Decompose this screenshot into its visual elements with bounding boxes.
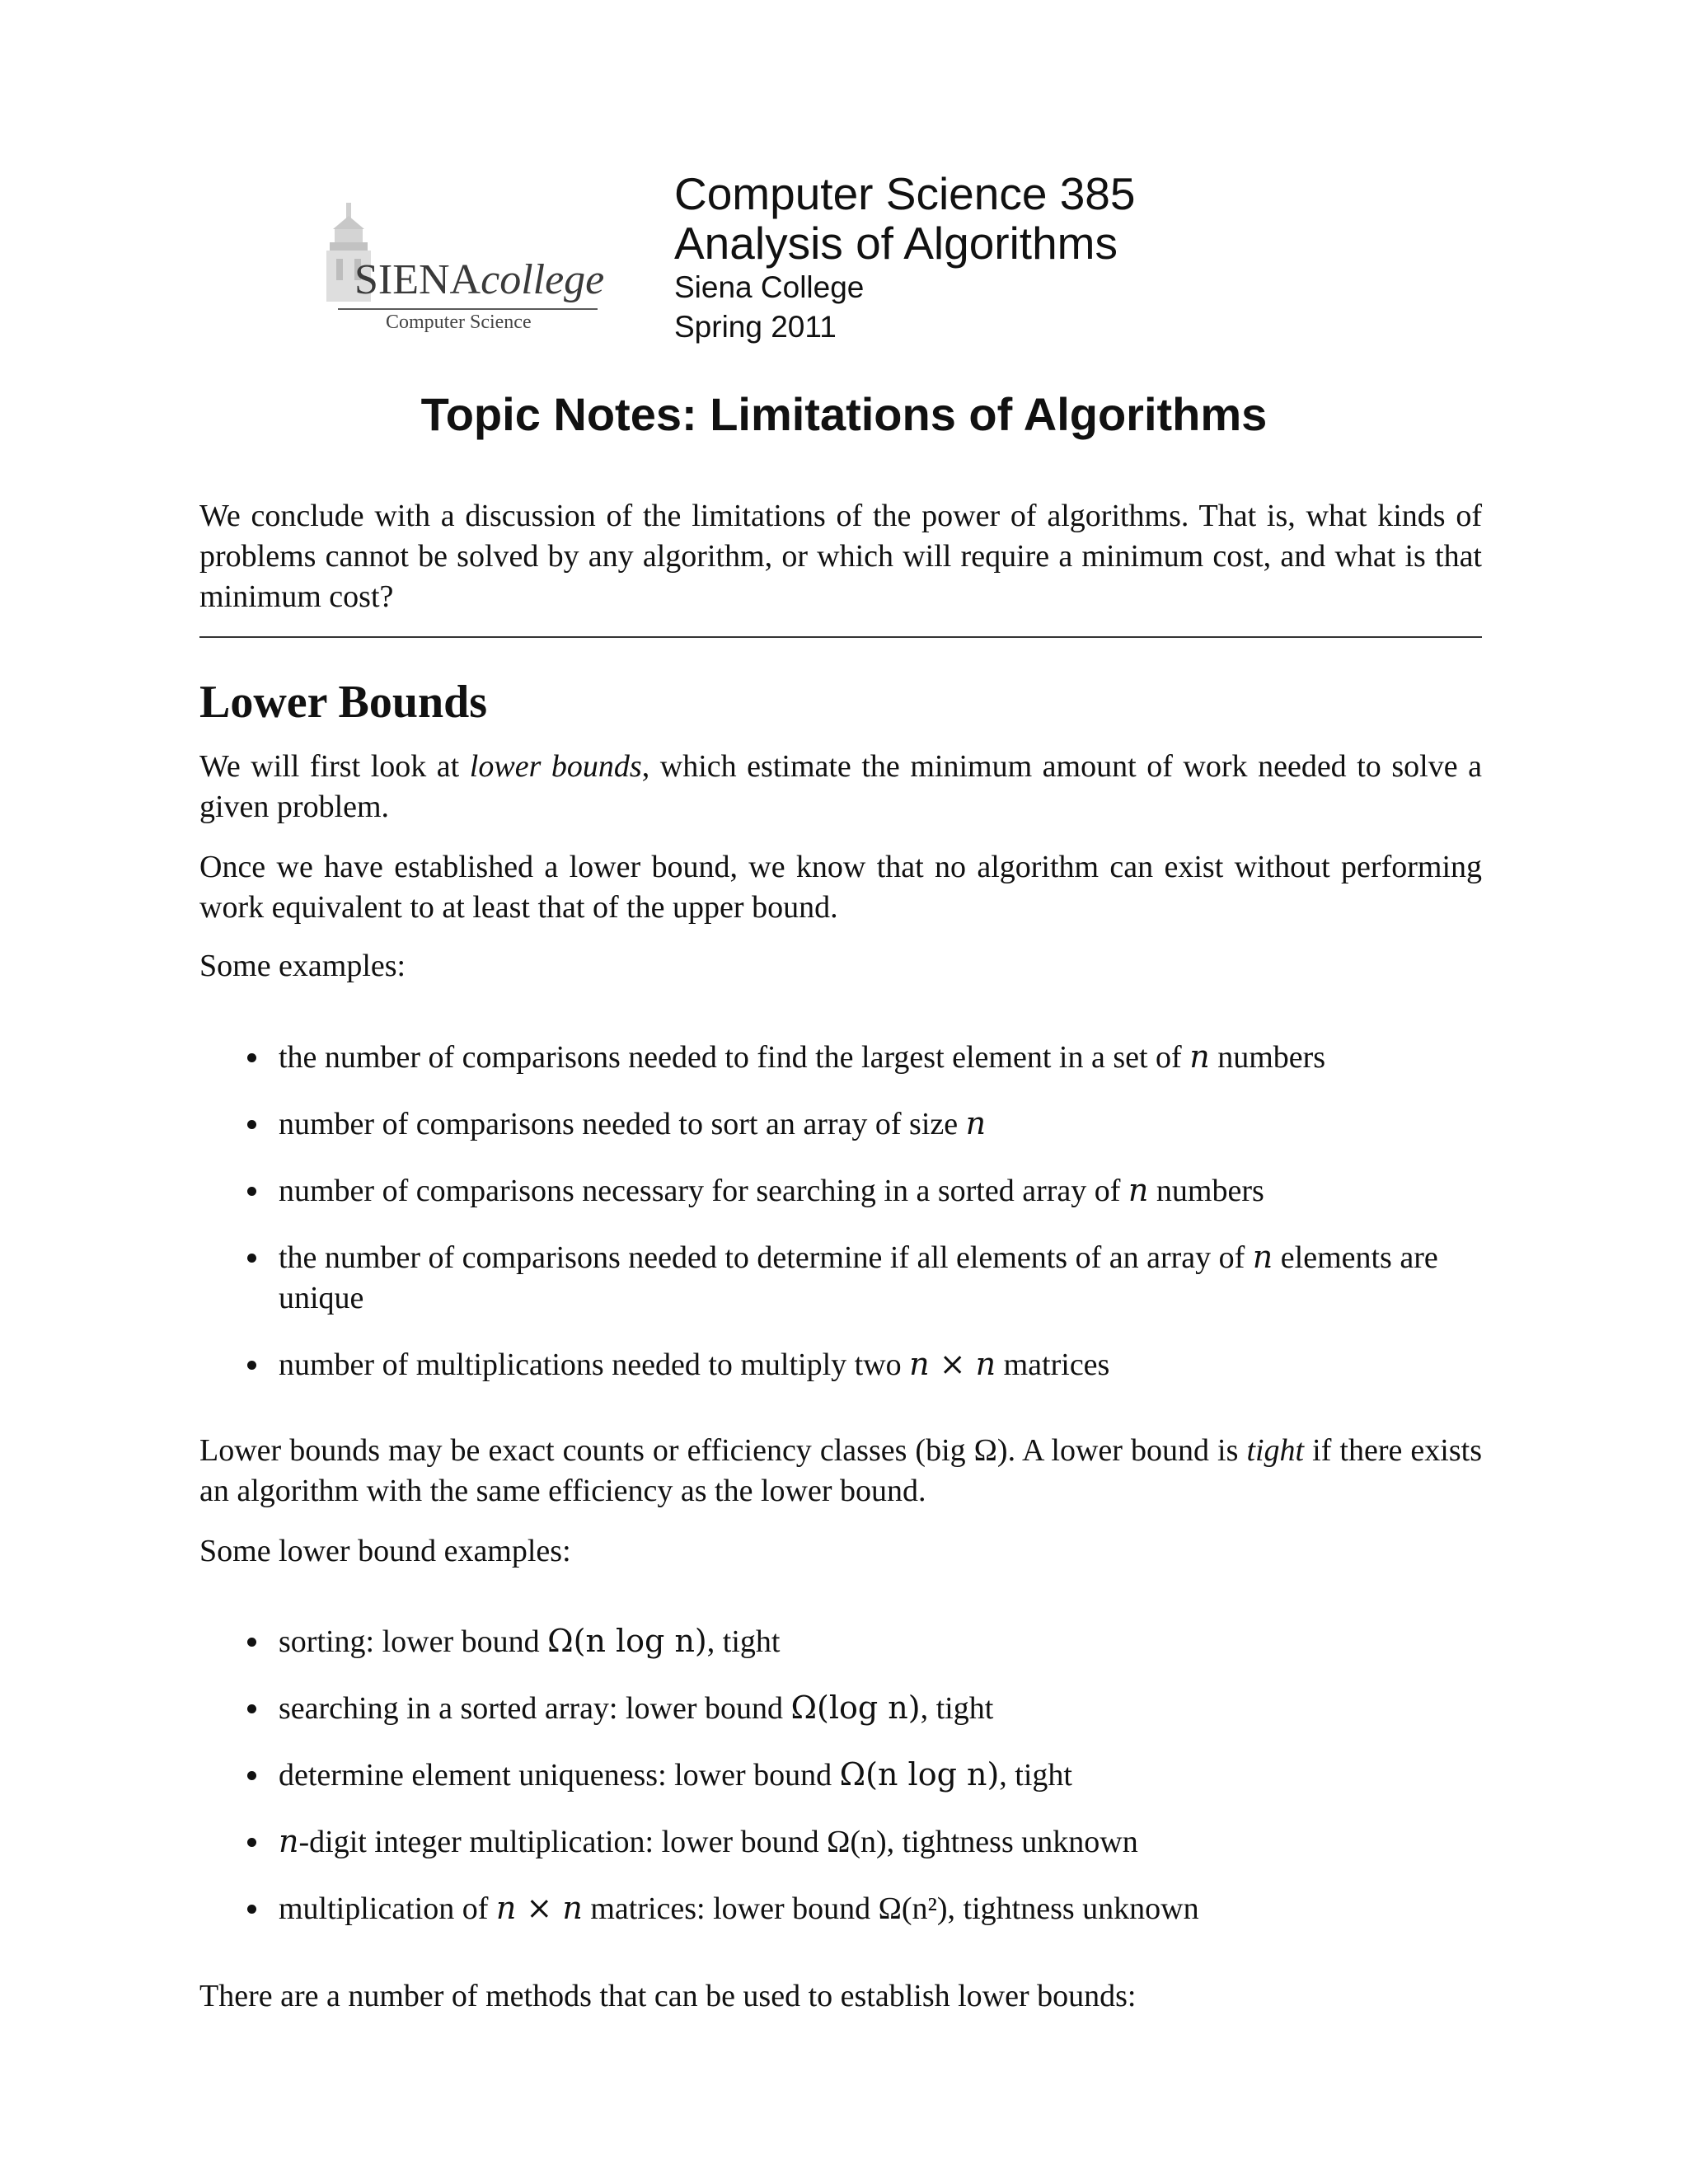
bounds-list (247, 1621, 1484, 1955)
paragraph-established-bound: Once we have established a lower bound, we know that no algorithm can exist without performing work equivalent to at least that of the upper bound. (199, 850, 1482, 925)
paragraph-some-examples: Some examples: (199, 949, 406, 983)
bullet-icon (247, 1905, 256, 1914)
intro-paragraph: We conclude with a discussion of the limitations of the power of algorithms. That is, what kinds of problems cannot be solved by any algorithm, or which will require a minimum cost, and what is that minimum cost? (199, 499, 1482, 614)
paragraph-tight-bounds: Lower bounds may be exact counts or efficiency classes (big Ω). A lower bound is tight if there exists an algorithm with the same efficiency as the lower bound. (199, 1433, 1482, 1508)
examples-list (247, 1037, 1484, 1411)
list-item: multiplication of n × n matrices: lower bound Ω(n²), tightness unknown (247, 1888, 1484, 1929)
list-item: searching in a sorted array: lower bound Ω(log n), tight (247, 1688, 1484, 1729)
bullet-icon (247, 1704, 256, 1713)
course-info (674, 169, 1135, 347)
bullet-icon (247, 1053, 256, 1062)
list-item: sorting: lower bound Ω(n log n), tight (247, 1621, 1484, 1662)
paragraph-lower-bounds-definition: We will first look at lower bounds, which estimate the minimum amount of work needed to solve a given problem. (199, 749, 1482, 824)
logo-subtitle: Computer Science (386, 312, 532, 333)
list-item: number of comparisons necessary for searching in a sorted array of n numbers (247, 1170, 1484, 1212)
list-item: the number of comparisons needed to determine if all elements of an array of n elements are unique (247, 1237, 1484, 1319)
logo-wordmark: SIENAcollege (354, 256, 605, 303)
siena-college-logo (321, 196, 610, 344)
list-item: determine element uniqueness: lower bound Ω(n log n), tight (247, 1755, 1484, 1796)
bullet-icon (247, 1638, 256, 1647)
bullet-icon (247, 1361, 256, 1370)
bullet-icon (247, 1187, 256, 1196)
institution: Siena College (674, 270, 865, 304)
course-name: Analysis of Algorithms (674, 218, 1118, 269)
paragraph-lower-bound-examples: Some lower bound examples: (199, 1534, 571, 1568)
paragraph-methods: There are a number of methods that can be used to establish lower bounds: (199, 1979, 1137, 2013)
bullet-icon (247, 1120, 256, 1129)
bullet-icon (247, 1771, 256, 1780)
list-item: the number of comparisons needed to find the largest element in a set of n numbers (247, 1037, 1484, 1078)
course-number: Computer Science 385 (674, 168, 1136, 219)
list-item: number of multiplications needed to multiply two n × n matrices (247, 1344, 1484, 1385)
list-item: n-digit integer multiplication: lower bound Ω(n), tightness unknown (247, 1821, 1484, 1863)
page-title: Topic Notes: Limitations of Algorithms (420, 388, 1268, 440)
divider (199, 636, 1482, 638)
bullet-icon (247, 1838, 256, 1847)
section-heading: Lower Bounds (199, 677, 488, 728)
emphasis-tight: tight (1246, 1433, 1305, 1468)
bullet-icon (247, 1254, 256, 1263)
logo-divider (338, 308, 598, 310)
emphasis-lower-bounds: lower bounds (469, 749, 642, 784)
term: Spring 2011 (674, 310, 837, 344)
list-item: number of comparisons needed to sort an array of size n (247, 1104, 1484, 1145)
